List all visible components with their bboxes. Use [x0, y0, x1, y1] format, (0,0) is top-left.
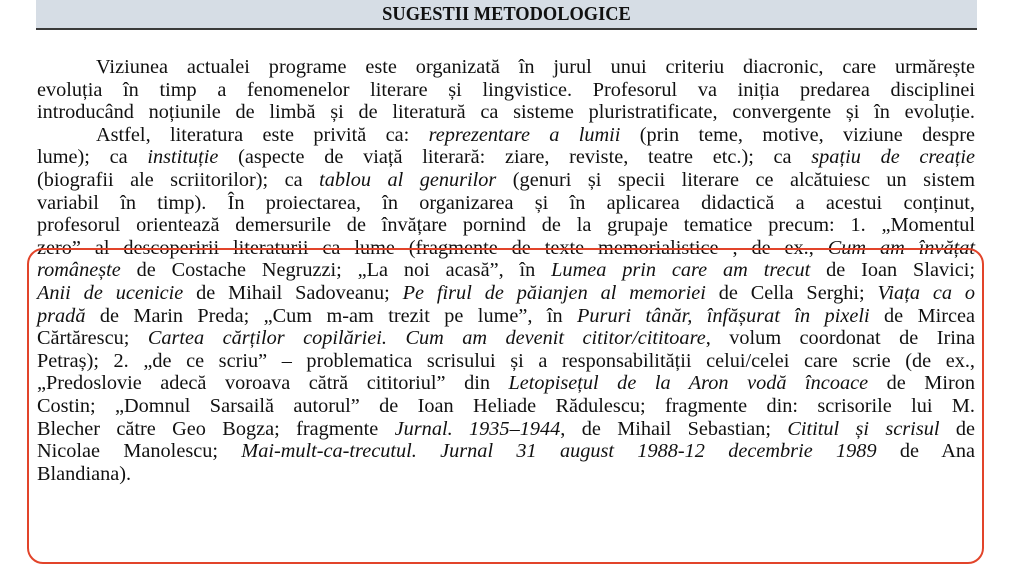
- paragraph: [37, 56, 975, 124]
- italic-title-text: pradă: [37, 304, 86, 327]
- text-run: , volum coordonat de Irina: [705, 327, 976, 350]
- text-run: , de Mihail Sebastian;: [560, 417, 788, 440]
- text-run: de Mihail Sadoveanu;: [183, 281, 403, 304]
- text-run: evoluția în timp a fenomenelor literare și lingvistice. Profesorul va iniția predarea disciplinei: [37, 78, 975, 101]
- text-run: Nicolae Manolescu;: [37, 440, 242, 463]
- text-line: [37, 282, 975, 305]
- text-run: introducând noțiunile de limbă și de literatură ca sisteme pluristratificate, convergente și în evoluție.: [37, 101, 975, 124]
- italic-title-text: Cum am învățat: [827, 236, 975, 259]
- text-run: Blandiana).: [37, 462, 132, 485]
- italic-title-text: tablou al genurilor: [319, 168, 497, 191]
- text-line: [37, 327, 975, 350]
- text-line: [37, 214, 975, 237]
- text-line: [37, 79, 975, 102]
- text-line: [37, 101, 975, 124]
- text-run: „Predoslovie adecă voroava cătră cititoriul” din: [37, 372, 509, 395]
- text-line: [37, 440, 975, 463]
- text-run: de Ioan Slavici;: [810, 259, 975, 282]
- italic-title-text: Viața ca o: [877, 281, 976, 304]
- text-run: de Cella Serghi;: [705, 281, 878, 304]
- text-line: [37, 124, 975, 147]
- text-run: Costin; „Domnul Sarsailă autorul” de Ioan Heliade Rădulescu; fragmente din: scrisorile lui M.: [37, 394, 975, 417]
- text-line: [37, 418, 975, 441]
- text-line: [37, 56, 975, 79]
- text-run: (aspecte de viață literară: ziare, reviste, teatre etc.); ca: [218, 146, 812, 169]
- text-line: [37, 146, 975, 169]
- text-run: (biografii ale scriitorilor); ca: [37, 168, 320, 191]
- italic-title-text: Jurnal. 1935–1944: [394, 417, 561, 440]
- paragraph: [37, 124, 975, 486]
- italic-title-text: Lumea prin care am trecut: [551, 259, 811, 282]
- text-run: de Costache Negruzzi; „La noi acasă”, în: [120, 259, 552, 282]
- text-run: Petraș); 2. „de ce scriu” – problematica scrisului și a responsabilității celui/celei care scrie (de ex.,: [37, 349, 975, 372]
- text-line: [37, 395, 975, 418]
- text-run: de Ana: [876, 440, 976, 463]
- text-line: [37, 192, 975, 215]
- text-line: [37, 237, 975, 260]
- document-body: [37, 56, 975, 485]
- italic-title-text: Anii de ucenicie: [37, 281, 184, 304]
- text-line: [37, 259, 975, 282]
- text-run: lume); ca: [37, 146, 148, 169]
- section-title: SUGESTII METODOLOGICE: [382, 3, 631, 25]
- text-run: Astfel, literatura este privită ca:: [96, 123, 429, 146]
- text-run: de Miron: [868, 372, 975, 395]
- text-run: Cărtărescu;: [37, 327, 148, 350]
- text-run: Blecher către Geo Bogza; fragmente: [37, 417, 395, 440]
- text-run: de Mircea: [869, 304, 975, 327]
- section-header: [36, 0, 977, 30]
- text-run: variabil în timp). În proiectarea, în organizarea și în aplicarea didactică a acestui conținut,: [37, 191, 975, 214]
- italic-title-text: românește: [37, 259, 121, 282]
- text-run: de Marin Preda; „Cum m-am trezit pe lume”, în: [85, 304, 578, 327]
- italic-title-text: Cartea cărților copilăriei. Cum am devenit cititor/cititoare: [147, 327, 706, 350]
- text-run: profesorul orientează demersurile de învățare pornind de la grupaje tematice precum: 1. „Momentul: [37, 214, 975, 237]
- italic-title-text: spațiu de creație: [811, 146, 975, 169]
- italic-title-text: instituție: [147, 146, 219, 169]
- text-line: [37, 350, 975, 373]
- text-run: (genuri și specii literare ce alcătuiesc un sistem: [496, 168, 976, 191]
- text-line: [37, 169, 975, 192]
- text-run: Viziunea actualei programe este organizată în jurul unui criteriu diacronic, care urmărește: [96, 56, 975, 78]
- italic-title-text: Pe firul de păianjen al memoriei: [402, 281, 706, 304]
- italic-title-text: reprezentare a lumii: [428, 123, 621, 146]
- italic-title-text: Mai-mult-ca-trecutul. Jurnal 31 august 1988-12 decembrie 1989: [241, 440, 877, 463]
- italic-title-text: Letopisețul de la Aron vodă încoace: [508, 372, 869, 395]
- text-run: (prin teme, motive, viziune despre: [620, 123, 975, 146]
- italic-title-text: Cititul și scrisul: [787, 417, 940, 440]
- text-line: [37, 372, 975, 395]
- italic-title-text: Pururi tânăr, înfășurat în pixeli: [577, 304, 870, 327]
- text-run: zero” al descoperirii literaturii ca lume (fragmente de texte memorialistice , de ex.,: [37, 236, 828, 259]
- text-run: de: [939, 417, 975, 440]
- text-line: [37, 463, 975, 486]
- text-line: [37, 305, 975, 328]
